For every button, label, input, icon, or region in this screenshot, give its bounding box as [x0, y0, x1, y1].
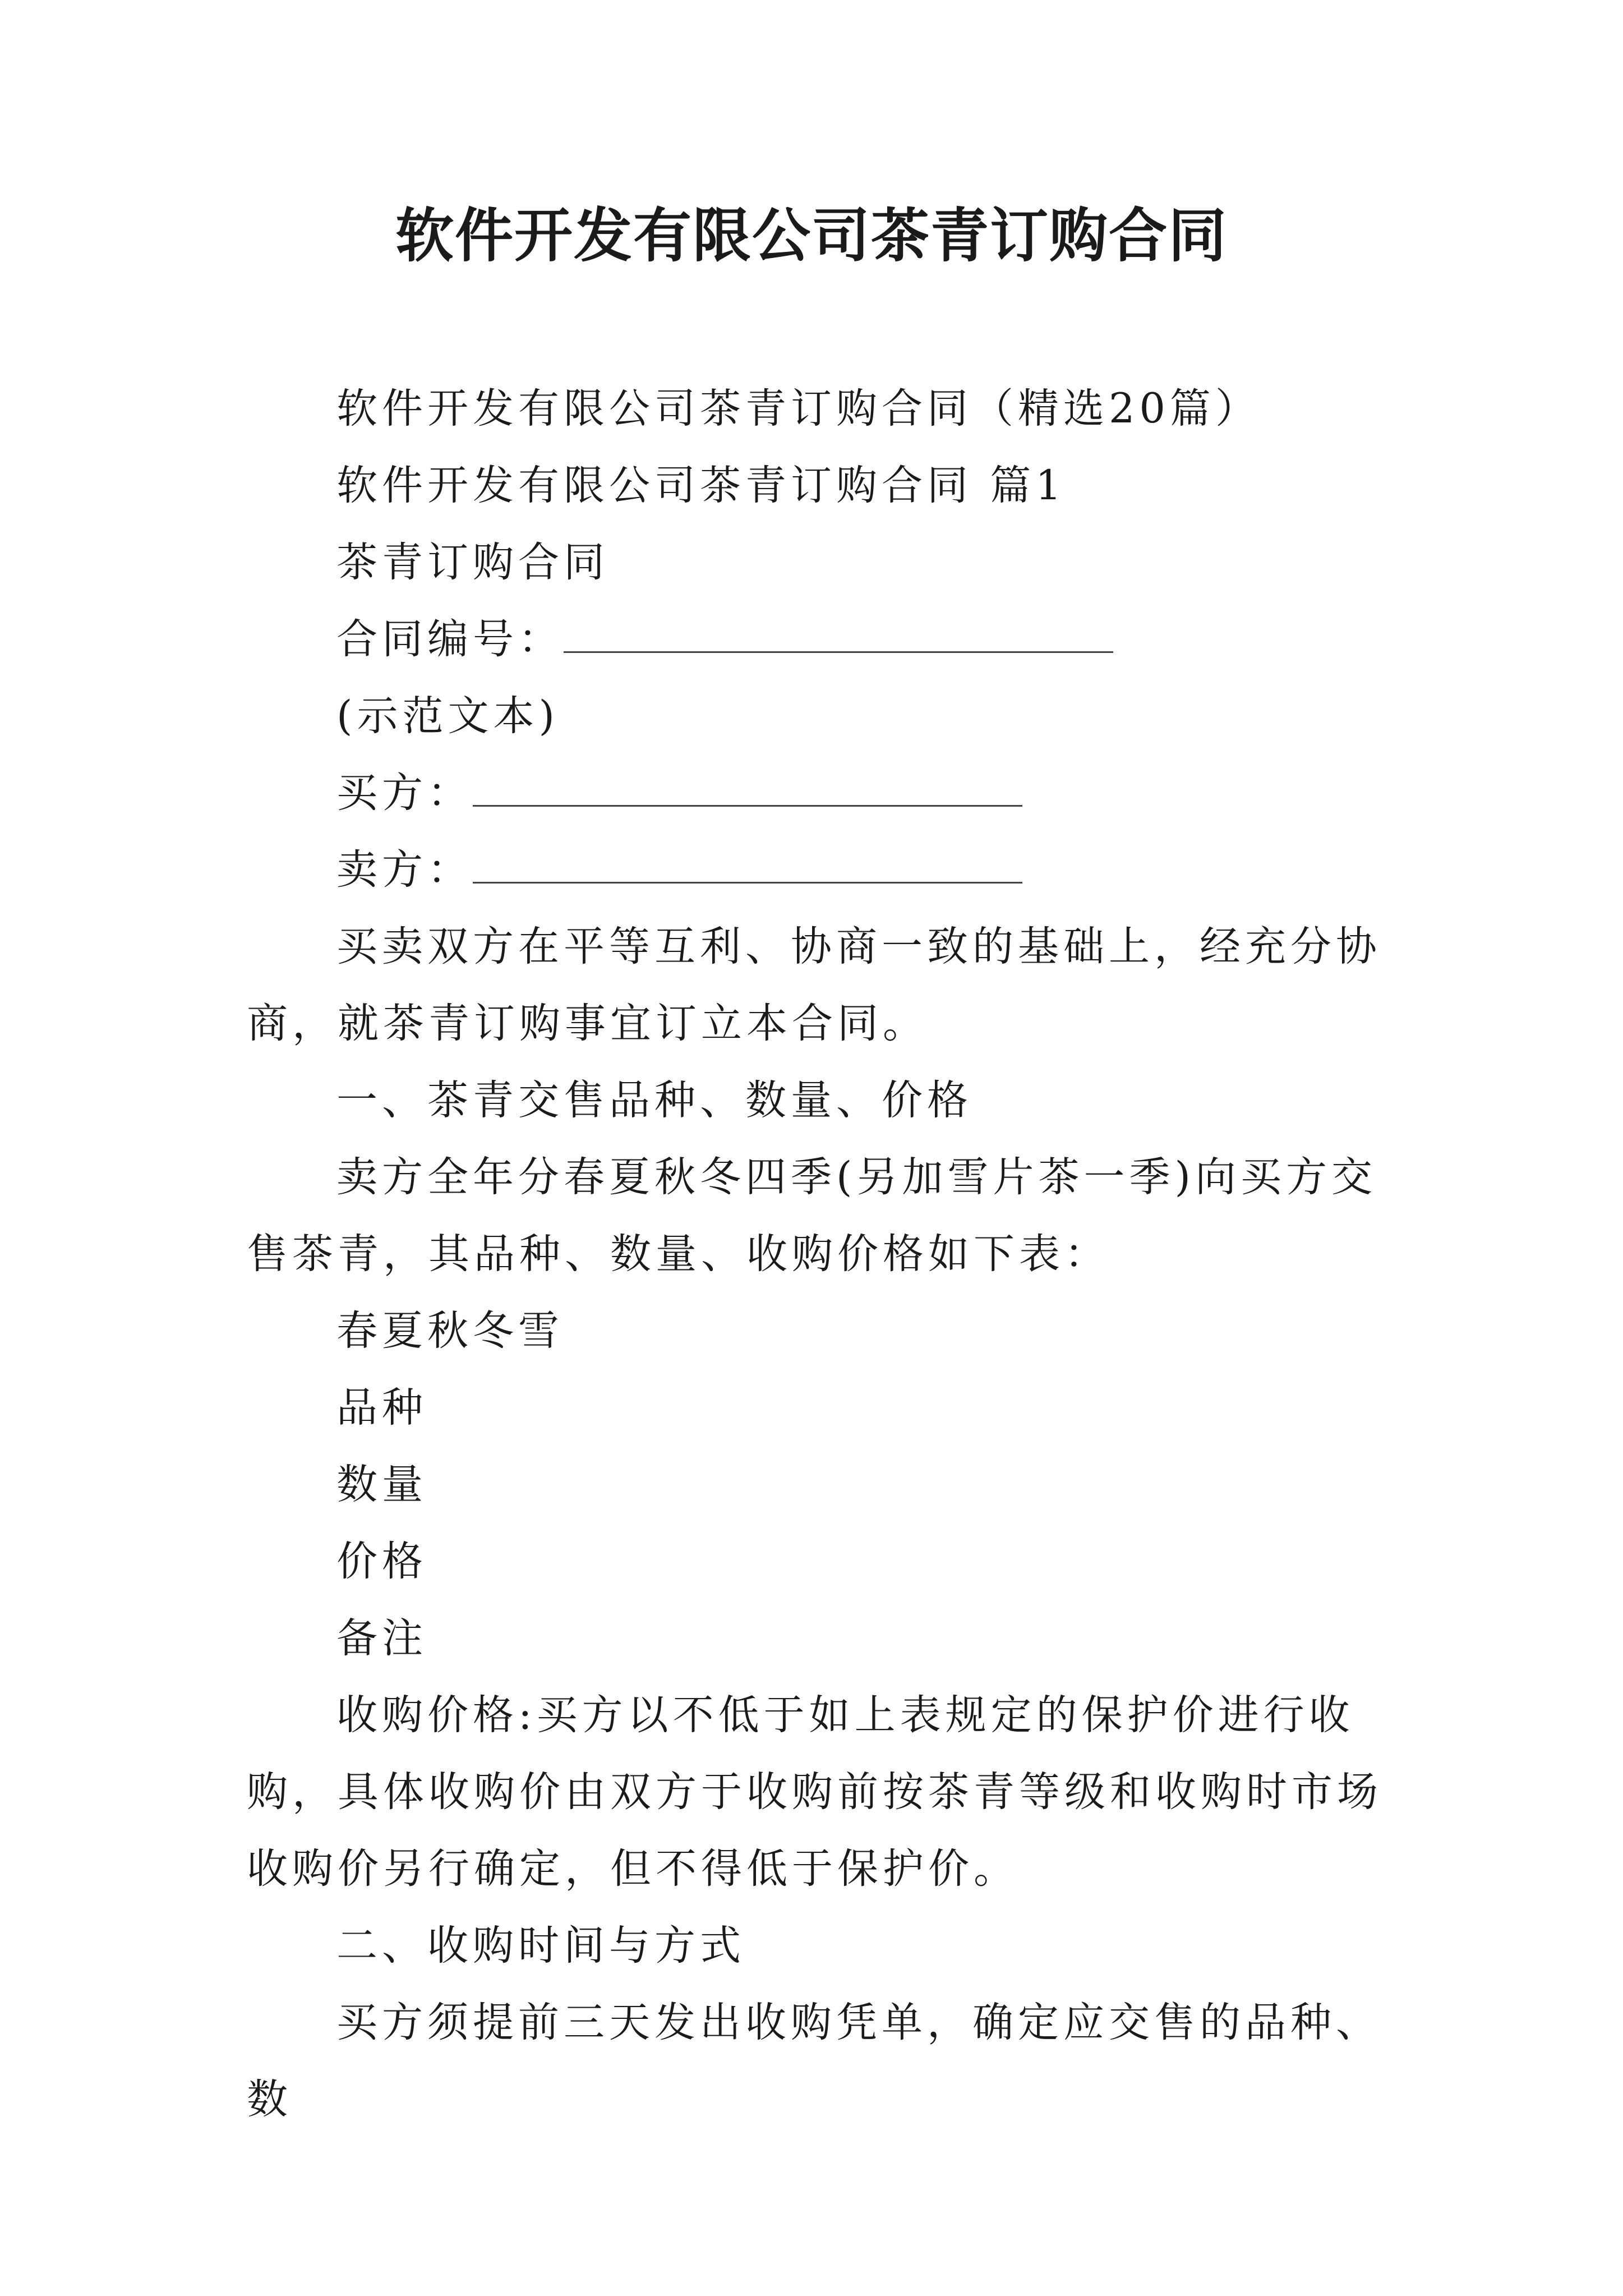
- table-row-quantity: 数量: [336, 1461, 427, 1508]
- seller-blank: [473, 843, 1022, 884]
- section1-paragraph: 卖方全年分春夏秋冬四季(另加雪片茶一季)向买方交售茶青，其品种、数量、收购价格如下表：: [247, 1153, 1377, 1278]
- table-seasons: 春夏秋冬雪: [336, 1307, 564, 1355]
- sample-text: (示范文本): [336, 692, 559, 740]
- table-row-remark: 备注: [336, 1614, 427, 1662]
- seller-label: 卖方：: [336, 846, 473, 894]
- buyer-line: [247, 754, 1391, 831]
- contract-name: 茶青订购合同: [336, 539, 609, 586]
- contract-no-blank: [564, 612, 1113, 653]
- table-row-variety: 品种: [336, 1384, 427, 1432]
- section2-paragraph: 买方须提前三天发出收购凭单，确定应交售的品种、数: [247, 1999, 1381, 2123]
- section1-heading: 一、茶青交售品种、数量、价格: [336, 1076, 972, 1124]
- document-body: [247, 370, 1391, 2138]
- table-row-price: 价格: [336, 1538, 427, 1585]
- contract-no-line: [247, 601, 1391, 678]
- section2-heading: 二、收购时间与方式: [336, 1922, 745, 1970]
- subtitle: 软件开发有限公司茶青订购合同（精选20篇）: [336, 385, 1261, 432]
- buyer-blank: [473, 766, 1022, 807]
- purchase-price-paragraph: 收购价格:买方以不低于如上表规定的保护价进行收购，具体收购价由双方于收购前按茶青等级和收购时市场收购价另行确定，但不得低于保护价。: [247, 1691, 1382, 1893]
- buyer-label: 买方：: [336, 769, 473, 817]
- intro-paragraph: 买卖双方在平等互利、协商一致的基础上，经充分协商，就茶青订购事宜订立本合同。: [247, 923, 1381, 1047]
- seller-line: [247, 831, 1391, 908]
- part-heading: 软件开发有限公司茶青订购合同 篇1: [336, 462, 1066, 509]
- contract-no-label: 合同编号：: [336, 615, 564, 663]
- document-title: 软件开发有限公司茶青订购合同: [395, 201, 1228, 270]
